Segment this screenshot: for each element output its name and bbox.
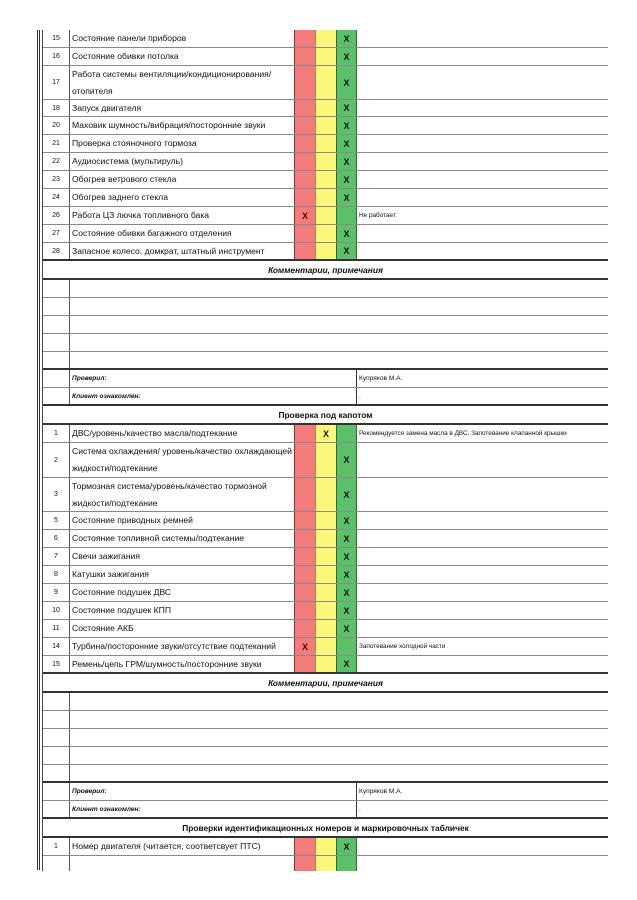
table-row: [43, 243, 608, 261]
table-row: [43, 602, 608, 620]
item-label: Маховик шумность/вибрация/посторонние звуки: [72, 120, 266, 130]
table-row: [43, 135, 608, 153]
status-green-cell[interactable]: X: [336, 117, 357, 134]
status-red-cell[interactable]: [294, 656, 315, 672]
status-green-cell[interactable]: [336, 856, 357, 871]
status-red-cell[interactable]: [294, 584, 315, 601]
checked-by-row: [43, 783, 608, 801]
item-label: Обогрев ветрового стекла: [72, 174, 177, 184]
item-label: Обогрев заднего стекла: [72, 192, 168, 202]
status-green-cell[interactable]: X: [336, 566, 357, 583]
table-row: [43, 530, 608, 548]
item-label: Ремень/цепь ГРМ/шумность/посторонние звуки: [72, 658, 262, 669]
status-green-cell[interactable]: X: [336, 135, 357, 152]
status-red-cell[interactable]: [294, 135, 315, 152]
item-number: 11: [43, 620, 70, 637]
comment-line-number-cell: [43, 316, 70, 333]
item-number: 16: [43, 48, 70, 65]
status-yellow-cell[interactable]: [315, 117, 336, 134]
item-label: Проверка стояночного тормоза: [72, 138, 197, 148]
item-number: 26: [43, 207, 70, 224]
status-green-cell[interactable]: X: [336, 530, 357, 547]
item-note: [357, 656, 608, 672]
item-note: [357, 225, 608, 242]
item-note: [357, 512, 608, 529]
item-note: [357, 243, 608, 259]
table-row: [43, 30, 608, 48]
status-red-cell[interactable]: [294, 66, 315, 99]
item-number: 27: [43, 225, 70, 242]
comment-line-number-cell: [43, 280, 70, 297]
comment-line[interactable]: [43, 729, 608, 747]
item-note: [357, 584, 608, 601]
item-number: 8: [43, 566, 70, 583]
item-label: Свечи зажигания: [72, 551, 141, 561]
item-number: 17: [43, 66, 70, 99]
status-green-cell[interactable]: X: [336, 225, 357, 242]
checked-by-label: Проверил:: [70, 783, 357, 800]
outer-border-line: [37, 30, 38, 870]
status-red-cell[interactable]: [294, 512, 315, 529]
status-yellow-cell[interactable]: [315, 189, 336, 206]
status-red-cell[interactable]: [294, 30, 315, 47]
comment-line-number-cell: [43, 747, 70, 764]
item-label: Состояние подушек ДВС: [72, 587, 172, 597]
row-number-cell: [43, 370, 70, 387]
status-yellow-cell[interactable]: [315, 620, 336, 637]
item-number: 2: [43, 443, 70, 477]
item-label: Запуск двигателя: [72, 102, 142, 113]
status-yellow-cell[interactable]: [315, 135, 336, 152]
status-yellow-cell[interactable]: [315, 30, 336, 47]
section-header-id-numbers: Проверки идентификационных номеров и маркировочных табличек: [43, 819, 608, 838]
client-acknowledged-value: .: [359, 392, 361, 400]
status-green-cell[interactable]: X: [336, 620, 357, 637]
status-red-cell[interactable]: [294, 838, 315, 855]
item-label: Номер двигателя (читается, соответсвует ПТС): [72, 841, 261, 851]
table-row: [43, 548, 608, 566]
item-number: 21: [43, 135, 70, 152]
status-yellow-cell[interactable]: [315, 443, 336, 477]
status-red-cell[interactable]: [294, 117, 315, 134]
comment-line-number-cell: [43, 352, 70, 368]
table-row: [43, 478, 608, 512]
status-green-cell[interactable]: X: [336, 478, 357, 511]
status-yellow-cell[interactable]: [315, 207, 336, 224]
table-row: [43, 225, 608, 243]
client-acknowledged-row: [43, 388, 608, 406]
status-red-cell[interactable]: [294, 478, 315, 511]
client-acknowledged-row: [43, 801, 608, 819]
status-green-cell[interactable]: X: [336, 48, 357, 65]
client-acknowledged-value: .: [359, 805, 361, 813]
item-label: [70, 856, 294, 871]
item-number: 18: [43, 100, 70, 116]
item-note: [357, 30, 608, 47]
item-number: 3: [43, 478, 70, 511]
status-yellow-cell[interactable]: [315, 856, 336, 871]
item-number: 6: [43, 530, 70, 547]
table-row: [43, 656, 608, 674]
item-label: ДВС/уровень/качество масла/подтекание: [72, 428, 238, 438]
status-green-cell[interactable]: X: [336, 171, 357, 188]
item-number: 28: [43, 243, 70, 259]
status-yellow-cell[interactable]: [315, 602, 336, 619]
table-row: [43, 425, 608, 443]
item-number: 9: [43, 584, 70, 601]
status-green-cell[interactable]: X: [336, 512, 357, 529]
checked-by-value: Купряков М.А.: [359, 788, 403, 795]
item-note: [357, 620, 608, 637]
status-yellow-cell[interactable]: [315, 243, 336, 259]
status-green-cell[interactable]: X: [336, 838, 357, 855]
table-row: [43, 171, 608, 189]
status-red-cell[interactable]: [294, 443, 315, 477]
comments-header: Комментарии, примечания: [43, 261, 608, 280]
item-number: [43, 856, 70, 871]
status-green-cell[interactable]: X: [336, 100, 357, 116]
table-row: [43, 66, 608, 100]
status-green-cell[interactable]: X: [336, 30, 357, 47]
item-note: [357, 530, 608, 547]
table-row: [43, 838, 608, 856]
status-yellow-cell[interactable]: [315, 153, 336, 170]
comment-line[interactable]: [43, 316, 608, 334]
table-row: [43, 443, 608, 478]
outer-border-line: [39, 30, 40, 870]
status-green-cell[interactable]: X: [336, 548, 357, 565]
status-green-cell[interactable]: [336, 638, 357, 655]
status-green-cell[interactable]: X: [336, 243, 357, 259]
status-yellow-cell[interactable]: [315, 478, 336, 511]
status-yellow-cell[interactable]: [315, 225, 336, 242]
comment-line-number-cell: [43, 298, 70, 315]
item-label: Катушки зажигания: [72, 569, 149, 579]
status-yellow-cell[interactable]: [315, 171, 336, 188]
comment-line[interactable]: [43, 747, 608, 765]
status-red-cell[interactable]: [294, 602, 315, 619]
item-note: [357, 100, 608, 116]
status-red-cell[interactable]: [294, 856, 315, 871]
item-label: Состояние обивки потолка: [72, 51, 179, 61]
status-red-cell[interactable]: [294, 153, 315, 170]
comment-line[interactable]: [43, 280, 608, 298]
item-note: [357, 443, 608, 477]
item-label: Работа системы вентиляции/кондиционирования/ отопителя: [72, 68, 272, 96]
item-note: [357, 171, 608, 188]
item-label: Работа ЦЗ лючка топливного бака: [72, 210, 210, 220]
comment-line[interactable]: [43, 765, 608, 783]
status-green-cell[interactable]: [336, 207, 357, 224]
status-red-cell[interactable]: [294, 566, 315, 583]
status-green-cell[interactable]: X: [336, 656, 357, 672]
status-green-cell[interactable]: X: [336, 443, 357, 477]
item-note: Рекомендуется замена масла в ДВС. Запотевание клапанной крышки: [359, 430, 567, 437]
status-yellow-cell[interactable]: [315, 584, 336, 601]
comments-header: Комментарии, примечания: [43, 674, 608, 693]
checked-by-row: [43, 370, 608, 388]
status-red-cell[interactable]: [294, 548, 315, 565]
table-row: [43, 620, 608, 638]
item-label: Система охлаждения/ уровень/качество охлаждающей жидкости/подтекание: [72, 446, 292, 473]
item-note: [357, 838, 608, 855]
item-note: [357, 135, 608, 152]
item-label: Турбина/посторонние звуки/отсутствие подтеканий: [72, 641, 276, 651]
item-number: 20: [43, 117, 70, 134]
item-note: [357, 66, 608, 99]
table-row: [43, 638, 608, 656]
status-yellow-cell[interactable]: [315, 66, 336, 99]
status-yellow-cell[interactable]: [315, 530, 336, 547]
item-note: [357, 548, 608, 565]
item-label: Состояние приводных ремней: [72, 515, 193, 525]
item-label: Состояние АКБ: [72, 623, 134, 633]
table-row: [43, 584, 608, 602]
item-note: Запотевание холодной части: [359, 643, 446, 650]
status-yellow-cell[interactable]: [315, 838, 336, 855]
item-number: 1: [43, 425, 70, 442]
item-number: 7: [43, 548, 70, 565]
table-row: [43, 117, 608, 135]
status-red-cell[interactable]: [294, 425, 315, 442]
comment-line-number-cell: [43, 765, 70, 781]
comment-line[interactable]: [43, 298, 608, 316]
item-label: Состояние обивки багажного отделения: [72, 228, 232, 238]
status-red-cell[interactable]: [294, 189, 315, 206]
item-label: Запасное колесо, домкрат, штатный инструмент: [72, 245, 265, 256]
item-number: 24: [43, 189, 70, 206]
section-header-under-hood: Проверка под капотом: [43, 406, 608, 425]
table-row: [43, 512, 608, 530]
table-row: [43, 153, 608, 171]
status-yellow-cell[interactable]: [315, 100, 336, 116]
status-yellow-cell[interactable]: X: [315, 425, 336, 442]
table-row: [43, 189, 608, 207]
inspection-table: [42, 30, 608, 871]
status-red-cell[interactable]: [294, 530, 315, 547]
item-note: [357, 566, 608, 583]
item-label: Состояние топливной системы/подтекание: [72, 533, 245, 543]
client-acknowledged-label: Клиент ознакомлен:: [70, 388, 357, 404]
row-number-cell: [43, 783, 70, 800]
table-row: [43, 566, 608, 584]
item-note: Не работает: [359, 212, 396, 219]
item-note: [357, 189, 608, 206]
status-yellow-cell[interactable]: [315, 638, 336, 655]
status-yellow-cell[interactable]: [315, 548, 336, 565]
item-number: 10: [43, 602, 70, 619]
item-number: 5: [43, 512, 70, 529]
checked-by-label: Проверил:: [70, 370, 357, 387]
item-note: [357, 478, 608, 511]
table-row-partial: [43, 856, 608, 871]
status-green-cell[interactable]: X: [336, 189, 357, 206]
item-number: 15: [43, 656, 70, 672]
table-row: [43, 207, 608, 225]
status-red-cell[interactable]: X: [294, 207, 315, 224]
comment-line[interactable]: [43, 711, 608, 729]
status-yellow-cell[interactable]: [315, 566, 336, 583]
item-note: [357, 602, 608, 619]
comment-line-number-cell: [43, 711, 70, 728]
client-acknowledged-label: Клиент ознакомлен:: [70, 801, 357, 817]
item-number: 22: [43, 153, 70, 170]
status-green-cell[interactable]: X: [336, 66, 357, 99]
item-number: 14: [43, 638, 70, 655]
checked-by-value: Купряков М.А.: [359, 375, 403, 382]
table-row: [43, 48, 608, 66]
status-red-cell[interactable]: [294, 48, 315, 65]
status-green-cell[interactable]: X: [336, 602, 357, 619]
status-red-cell[interactable]: [294, 620, 315, 637]
item-label: Аудиосистема (мультируль): [72, 156, 184, 166]
status-green-cell[interactable]: [336, 425, 357, 442]
table-row: [43, 100, 608, 117]
item-label: Тормозная система/уровень/качество тормозной жидкости/подтекание: [72, 480, 267, 508]
row-number-cell: [43, 801, 70, 817]
status-green-cell[interactable]: X: [336, 153, 357, 170]
comment-line[interactable]: [43, 693, 608, 711]
status-red-cell[interactable]: [294, 171, 315, 188]
status-yellow-cell[interactable]: [315, 48, 336, 65]
comment-line-number-cell: [43, 693, 70, 710]
item-number: 23: [43, 171, 70, 188]
item-note: [357, 117, 608, 134]
row-number-cell: [43, 388, 70, 404]
status-yellow-cell[interactable]: [315, 656, 336, 672]
status-red-cell[interactable]: [294, 100, 315, 116]
item-note: [357, 153, 608, 170]
item-label: Состояние подушек КПП: [72, 605, 172, 615]
comment-line-number-cell: [43, 729, 70, 746]
status-red-cell[interactable]: [294, 243, 315, 259]
comment-line[interactable]: [43, 334, 608, 352]
item-note: [357, 48, 608, 65]
status-red-cell[interactable]: X: [294, 638, 315, 655]
status-green-cell[interactable]: X: [336, 584, 357, 601]
status-red-cell[interactable]: [294, 225, 315, 242]
status-yellow-cell[interactable]: [315, 512, 336, 529]
item-number: 15: [43, 30, 70, 47]
comment-line-number-cell: [43, 334, 70, 351]
item-number: 1: [43, 838, 70, 855]
item-label: Состояние панели приборов: [72, 33, 187, 43]
comment-line[interactable]: [43, 352, 608, 370]
